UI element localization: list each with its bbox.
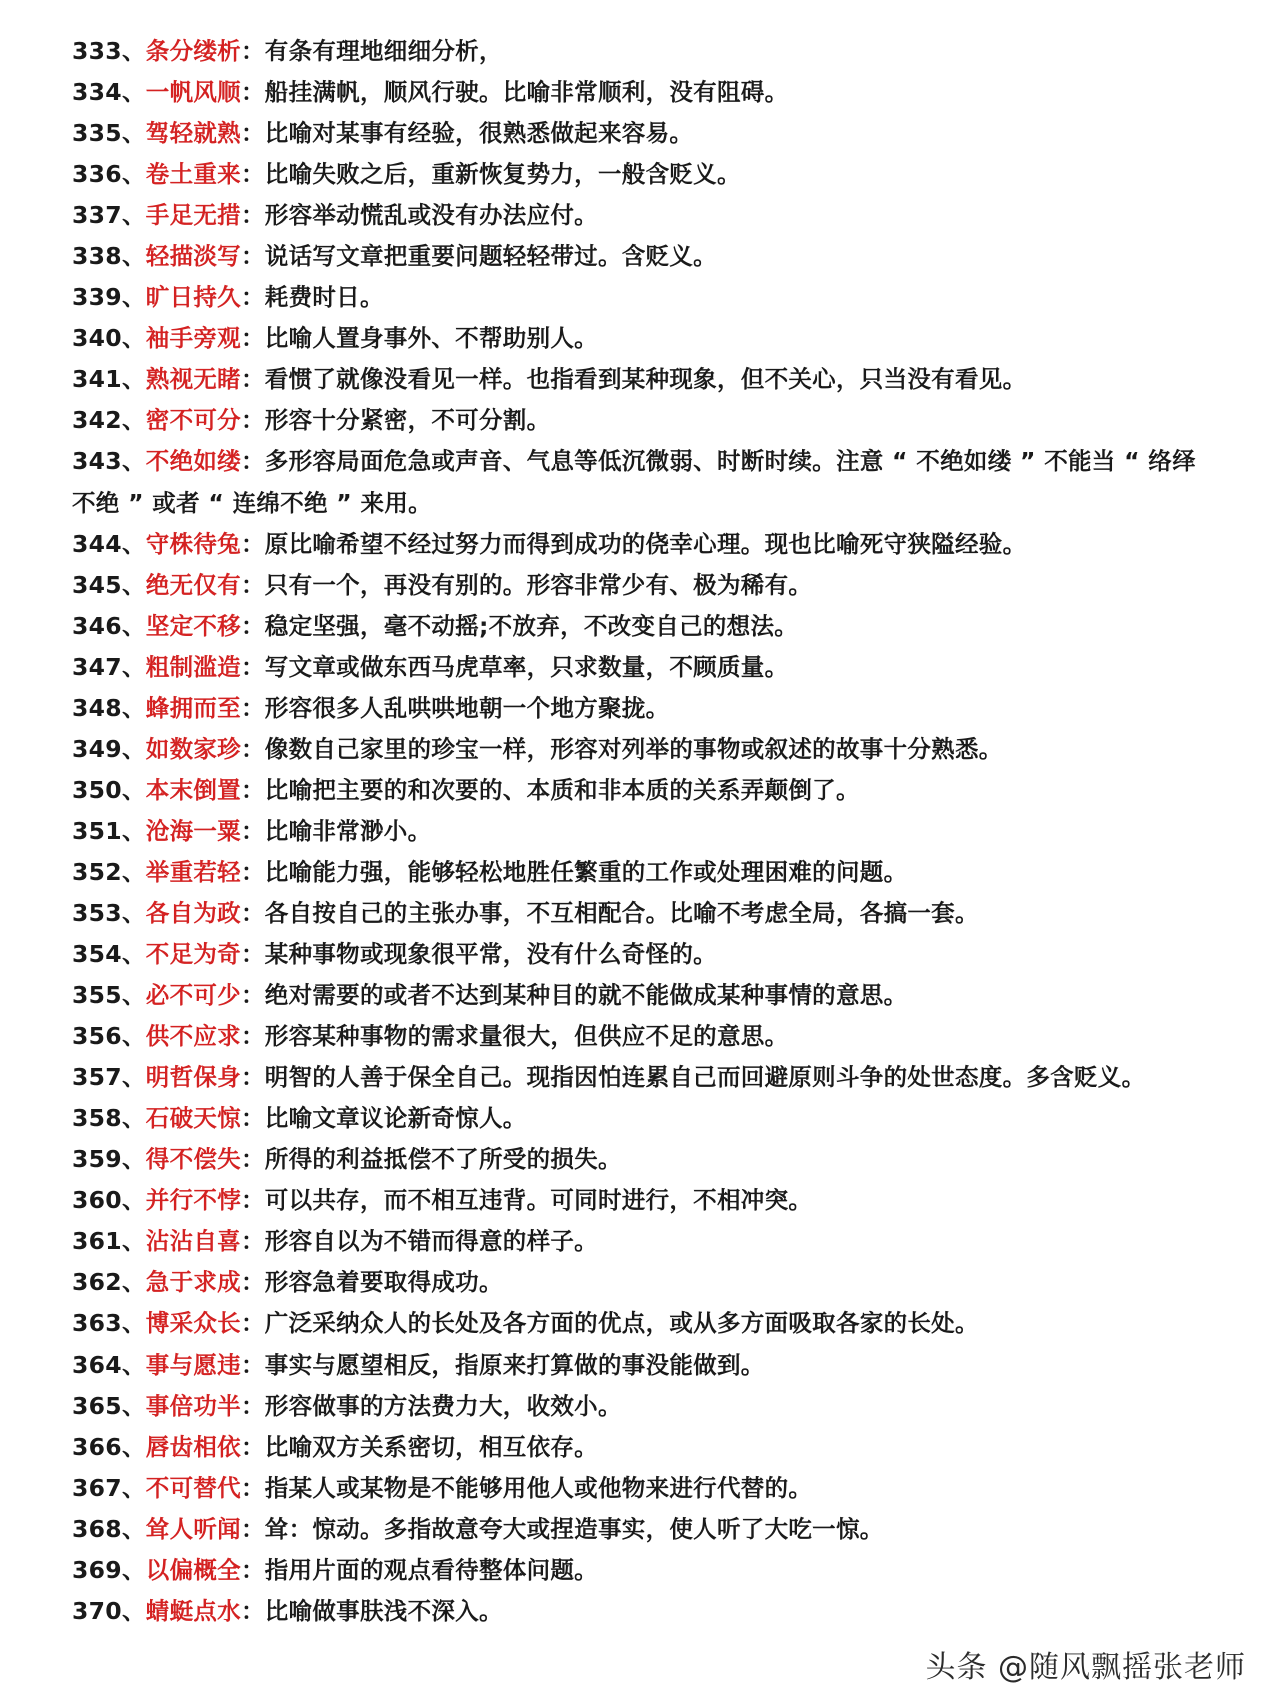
entry-number: 348、 xyxy=(72,693,146,722)
idiom-term: 得不偿失 xyxy=(145,1145,241,1174)
idiom-term: 唇齿相依 xyxy=(145,1432,241,1461)
idiom-definition: 比喻把主要的和次要的、本质和非本质的关系弄颠倒了。 xyxy=(264,775,860,804)
idiom-entry xyxy=(72,318,1212,359)
idiom-term: 石破天惊 xyxy=(145,1104,241,1133)
entry-number: 334、 xyxy=(72,78,146,107)
idiom-entry xyxy=(72,1386,1212,1427)
idiom-term: 以偏概全 xyxy=(145,1555,241,1584)
idiom-definition: 指用片面的观点看待整体问题。 xyxy=(264,1555,598,1584)
entry-number: 361、 xyxy=(72,1227,146,1256)
idiom-term: 绝无仅有 xyxy=(145,570,241,599)
entry-number: 365、 xyxy=(72,1391,146,1420)
entry-separator: ： xyxy=(240,529,265,558)
idiom-definition: 形容十分紧密，不可分割。 xyxy=(264,406,551,435)
idiom-term: 轻描淡写 xyxy=(145,242,241,271)
idiom-definition: 形容某种事物的需求量很大，但供应不足的意思。 xyxy=(264,1022,789,1051)
idiom-definition: 写文章或做东西马虎草率，只求数量，不顾质量。 xyxy=(264,652,789,681)
entry-separator: ： xyxy=(240,1186,265,1215)
entry-number: 342、 xyxy=(72,406,146,435)
idiom-definition: 所得的利益抵偿不了所受的损失。 xyxy=(264,1145,622,1174)
idiom-entry xyxy=(72,975,1212,1016)
idiom-entry xyxy=(72,1180,1212,1221)
idiom-term: 手足无措 xyxy=(145,201,241,230)
idiom-term: 沧海一粟 xyxy=(145,816,241,845)
entry-separator: ： xyxy=(240,1596,265,1625)
idiom-term: 如数家珍 xyxy=(145,734,241,763)
idiom-definition: 事实与愿望相反，指原来打算做的事没能做到。 xyxy=(264,1350,765,1379)
entry-number: 356、 xyxy=(72,1022,146,1051)
entry-separator: ： xyxy=(240,898,265,927)
entry-number: 344、 xyxy=(72,529,146,558)
entry-separator: ： xyxy=(240,940,265,969)
entry-separator: ： xyxy=(240,1555,265,1584)
idiom-term: 驾轻就熟 xyxy=(145,119,241,148)
idiom-term: 条分缕析 xyxy=(145,37,241,65)
idiom-term: 密不可分 xyxy=(145,406,241,435)
entry-separator: ： xyxy=(240,981,265,1010)
idiom-entry xyxy=(72,647,1212,688)
idiom-definition: 比喻非常渺小。 xyxy=(264,816,432,845)
entry-separator: ： xyxy=(240,1432,265,1461)
idiom-entry xyxy=(72,236,1212,277)
entry-number: 357、 xyxy=(72,1063,146,1092)
idiom-definition: 多形容局面危急或声音、气息等低沉微弱、时断时续。注意 “ 不绝如缕 ” 不能当 “ 络绎不绝 ” 或者 “ 连绵不绝 ” 来用。 xyxy=(72,447,1196,517)
idiom-definition: 船挂满帆，顺风行驶。比喻非常顺利，没有阻碍。 xyxy=(264,78,789,107)
idiom-definition: 广泛采纳众人的长处及各方面的优点，或从多方面吸取各家的长处。 xyxy=(264,1309,979,1338)
entry-separator: ： xyxy=(240,78,265,107)
idiom-definition: 像数自己家里的珍宝一样，形容对列举的事物或叙述的故事十分熟悉。 xyxy=(264,734,1003,763)
entry-number: 363、 xyxy=(72,1309,146,1338)
idiom-term: 蜂拥而至 xyxy=(145,693,241,722)
entry-number: 366、 xyxy=(72,1432,146,1461)
entry-number: 335、 xyxy=(72,119,146,148)
idiom-entry xyxy=(72,852,1212,893)
idiom-term: 耸人听闻 xyxy=(145,1514,241,1543)
idiom-definition: 形容举动慌乱或没有办法应付。 xyxy=(264,201,598,230)
idiom-definition: 形容自以为不错而得意的样子。 xyxy=(264,1227,598,1256)
entry-number: 370、 xyxy=(72,1596,146,1625)
entry-separator: ： xyxy=(240,1514,265,1543)
idiom-term: 博采众长 xyxy=(145,1309,241,1338)
idiom-entry xyxy=(72,893,1212,934)
entry-separator: ： xyxy=(240,775,265,804)
idiom-entry xyxy=(72,1468,1212,1509)
entry-separator: ： xyxy=(240,283,265,312)
idiom-term: 举重若轻 xyxy=(145,857,241,886)
idiom-definition: 指某人或某物是不能够用他人或他物来进行代替的。 xyxy=(264,1473,813,1502)
entry-separator: ： xyxy=(240,160,265,189)
idiom-term: 袖手旁观 xyxy=(145,324,241,353)
idiom-definition: 比喻人置身事外、不帮助别人。 xyxy=(264,324,598,353)
idiom-term: 事倍功半 xyxy=(145,1391,241,1420)
entry-number: 359、 xyxy=(72,1145,146,1174)
idiom-definition: 明智的人善于保全自己。现指因怕连累自己而回避原则斗争的处世态度。多含贬义。 xyxy=(264,1063,1146,1092)
entry-separator: ： xyxy=(240,1391,265,1420)
entry-separator: ： xyxy=(240,652,265,681)
entry-number: 369、 xyxy=(72,1555,146,1584)
idiom-term: 蜻蜓点水 xyxy=(145,1596,241,1625)
idiom-entry xyxy=(72,606,1212,647)
idiom-entry xyxy=(72,1098,1212,1139)
entry-separator: ： xyxy=(240,1063,265,1092)
entry-separator: ： xyxy=(240,201,265,230)
idiom-entry xyxy=(72,195,1212,236)
idiom-term: 各自为政 xyxy=(145,898,241,927)
entry-number: 367、 xyxy=(72,1473,146,1502)
entry-separator: ： xyxy=(240,37,265,65)
idiom-definition: 原比喻希望不经过努力而得到成功的侥幸心理。现也比喻死守狭隘经验。 xyxy=(264,529,1027,558)
idiom-entry xyxy=(72,441,1212,523)
entry-separator: ： xyxy=(240,447,265,476)
idiom-entry xyxy=(72,1262,1212,1303)
idiom-definition: 绝对需要的或者不达到某种目的就不能做成某种事情的意思。 xyxy=(264,981,908,1010)
idiom-entry xyxy=(72,72,1212,113)
idiom-entry xyxy=(72,1591,1212,1632)
entry-number: 347、 xyxy=(72,652,146,681)
entry-number: 368、 xyxy=(72,1514,146,1543)
entry-number: 333、 xyxy=(72,37,146,65)
entry-separator: ： xyxy=(240,1022,265,1051)
idiom-entry xyxy=(72,729,1212,770)
idiom-definition: 可以共存，而不相互违背。可同时进行，不相冲突。 xyxy=(264,1186,813,1215)
idiom-definition: 某种事物或现象很平常，没有什么奇怪的。 xyxy=(264,940,717,969)
idiom-term: 不可替代 xyxy=(145,1473,241,1502)
idiom-term: 不绝如缕 xyxy=(145,447,241,476)
entry-separator: ： xyxy=(240,734,265,763)
entry-number: 337、 xyxy=(72,201,146,230)
idiom-definition: 形容做事的方法费力大，收效小。 xyxy=(264,1391,622,1420)
idiom-definition: 各自按自己的主张办事，不互相配合。比喻不考虑全局，各搞一套。 xyxy=(264,898,979,927)
entry-number: 339、 xyxy=(72,283,146,312)
entry-number: 340、 xyxy=(72,324,146,353)
idiom-definition: 比喻对某事有经验，很熟悉做起来容易。 xyxy=(264,119,694,148)
watermark: 头条 @随风飘摇张老师 xyxy=(925,1650,1246,1685)
idiom-entry xyxy=(72,154,1212,195)
idiom-definition: 看惯了就像没看见一样。也指看到某种现象，但不关心，只当没有看见。 xyxy=(264,365,1027,394)
idiom-entry xyxy=(72,1345,1212,1386)
idiom-term: 熟视无睹 xyxy=(145,365,241,394)
entry-separator: ： xyxy=(240,816,265,845)
idiom-term: 沾沾自喜 xyxy=(145,1227,241,1256)
entry-separator: ： xyxy=(240,693,265,722)
entry-separator: ： xyxy=(240,365,265,394)
idiom-term: 卷土重来 xyxy=(145,160,241,189)
idiom-term: 粗制滥造 xyxy=(145,652,241,681)
idiom-entry xyxy=(72,565,1212,606)
entry-number: 364、 xyxy=(72,1350,146,1379)
entry-number: 358、 xyxy=(72,1104,146,1133)
idiom-entry xyxy=(72,1139,1212,1180)
idiom-term: 旷日持久 xyxy=(145,283,241,312)
idiom-definition: 说话写文章把重要问题轻轻带过。含贬义。 xyxy=(264,242,717,271)
entry-separator: ： xyxy=(240,857,265,886)
entry-number: 338、 xyxy=(72,242,146,271)
entry-number: 343、 xyxy=(72,447,146,476)
idiom-entry xyxy=(72,1303,1212,1344)
entry-separator: ： xyxy=(240,324,265,353)
entry-number: 346、 xyxy=(72,611,146,640)
idiom-entry xyxy=(72,1509,1212,1550)
idiom-definition: 比喻文章议论新奇惊人。 xyxy=(264,1104,527,1133)
entry-separator: ： xyxy=(240,1309,265,1338)
idiom-definition: 只有一个，再没有别的。形容非常少有、极为稀有。 xyxy=(264,570,813,599)
idiom-definition: 耸：惊动。多指故意夸大或捏造事实，使人听了大吃一惊。 xyxy=(264,1514,884,1543)
entry-number: 354、 xyxy=(72,940,146,969)
idiom-entry xyxy=(72,1057,1212,1098)
entry-number: 349、 xyxy=(72,734,146,763)
entry-number: 353、 xyxy=(72,898,146,927)
entry-separator: ： xyxy=(240,570,265,599)
entry-separator: ： xyxy=(240,1473,265,1502)
idiom-term: 本末倒置 xyxy=(145,775,241,804)
entry-number: 336、 xyxy=(72,160,146,189)
idiom-entry xyxy=(72,359,1212,400)
entry-number: 345、 xyxy=(72,570,146,599)
idiom-term: 急于求成 xyxy=(145,1268,241,1297)
idiom-entry xyxy=(72,524,1212,565)
entry-number: 362、 xyxy=(72,1268,146,1297)
idiom-term: 明哲保身 xyxy=(145,1063,241,1092)
idiom-entry xyxy=(72,688,1212,729)
idiom-term: 必不可少 xyxy=(145,981,241,1010)
idiom-term: 守株待兔 xyxy=(145,529,241,558)
idiom-entry xyxy=(72,277,1212,318)
entry-separator: ： xyxy=(240,406,265,435)
entry-separator: ： xyxy=(240,119,265,148)
entry-separator: ： xyxy=(240,611,265,640)
entry-separator: ： xyxy=(240,1350,265,1379)
entry-separator: ： xyxy=(240,1145,265,1174)
entry-number: 350、 xyxy=(72,775,146,804)
idiom-definition: 有条有理地细细分析， xyxy=(264,37,503,65)
entry-separator: ： xyxy=(240,1227,265,1256)
idiom-term: 坚定不移 xyxy=(145,611,241,640)
idiom-definition: 稳定坚强，毫不动摇;不放弃，不改变自己的想法。 xyxy=(264,611,799,640)
entry-number: 352、 xyxy=(72,857,146,886)
idiom-definition: 比喻做事肤浅不深入。 xyxy=(264,1596,503,1625)
idiom-definition: 比喻能力强，能够轻松地胜任繁重的工作或处理困难的问题。 xyxy=(264,857,908,886)
idiom-entry xyxy=(72,1221,1212,1262)
idiom-entry xyxy=(72,113,1212,154)
idiom-term: 不足为奇 xyxy=(145,940,241,969)
idiom-definition: 比喻失败之后，重新恢复势力，一般含贬义。 xyxy=(264,160,741,189)
idiom-term: 并行不悖 xyxy=(145,1186,241,1215)
idiom-definition: 形容急着要取得成功。 xyxy=(264,1268,503,1297)
idiom-term: 一帆风顺 xyxy=(145,78,241,107)
idiom-entry xyxy=(72,1016,1212,1057)
idiom-entry xyxy=(72,770,1212,811)
entry-separator: ： xyxy=(240,242,265,271)
idiom-definition: 耗费时日。 xyxy=(264,283,384,312)
idiom-term: 事与愿违 xyxy=(145,1350,241,1379)
entry-number: 341、 xyxy=(72,365,146,394)
idiom-term: 供不应求 xyxy=(145,1022,241,1051)
idiom-entry xyxy=(72,811,1212,852)
entry-number: 355、 xyxy=(72,981,146,1010)
idiom-entry xyxy=(72,934,1212,975)
entry-number: 360、 xyxy=(72,1186,146,1215)
idiom-definition: 比喻双方关系密切，相互依存。 xyxy=(264,1432,598,1461)
entry-number: 351、 xyxy=(72,816,146,845)
idiom-entry xyxy=(72,1427,1212,1468)
entry-separator: ： xyxy=(240,1268,265,1297)
entry-separator: ： xyxy=(240,1104,265,1133)
idiom-entry xyxy=(72,400,1212,441)
idiom-list xyxy=(72,31,1212,1632)
idiom-entry xyxy=(72,31,1212,72)
idiom-definition: 形容很多人乱哄哄地朝一个地方聚拢。 xyxy=(264,693,670,722)
idiom-entry xyxy=(72,1550,1212,1591)
